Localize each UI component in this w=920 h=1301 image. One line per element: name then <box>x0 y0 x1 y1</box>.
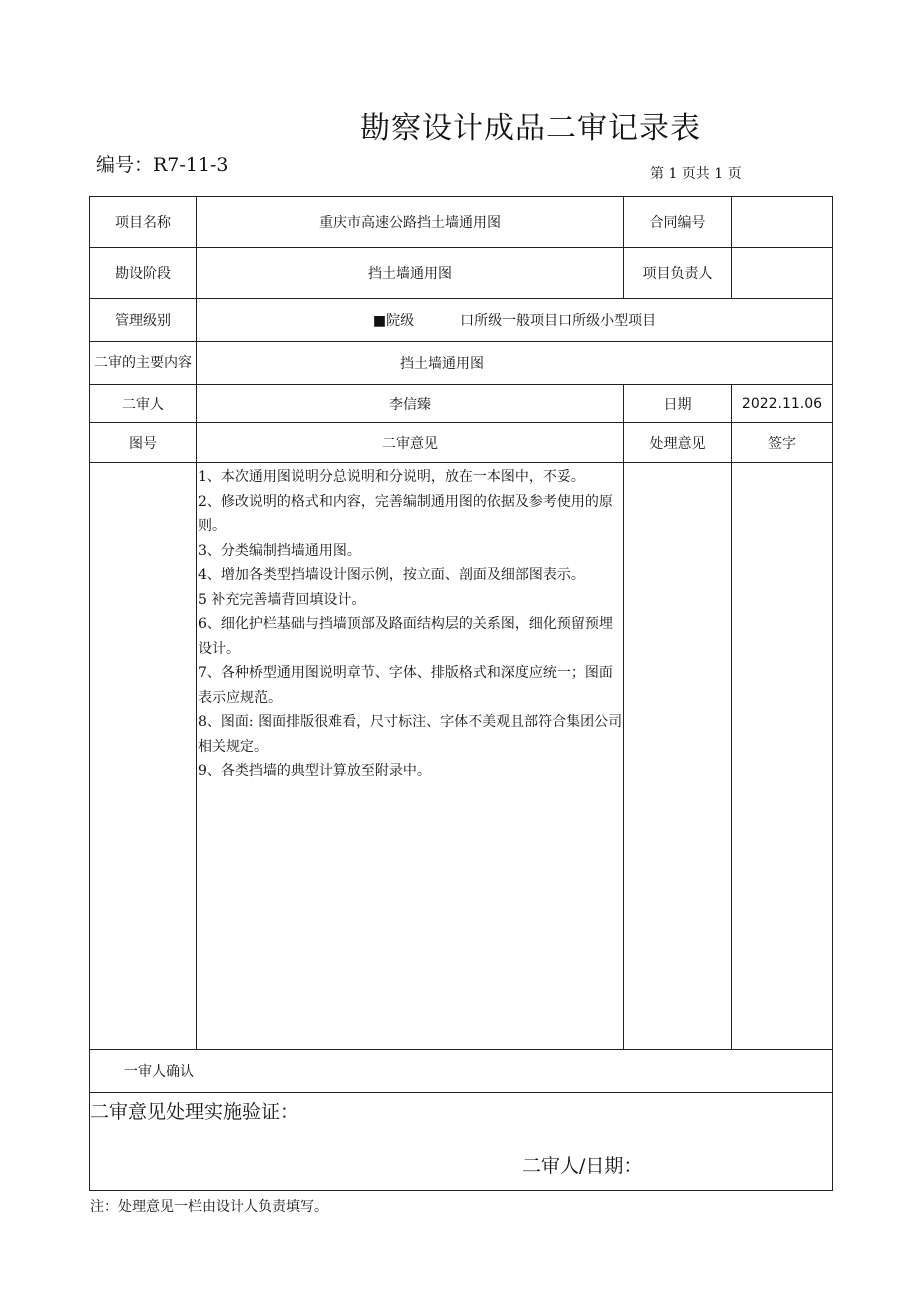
drawing-no-cell <box>90 463 197 1050</box>
opinion-item: 3、分类编制挡墙通用图。 <box>198 542 361 559</box>
contract-no-label: 合同编号 <box>624 197 732 248</box>
verification-label: 二审意见处理实施验证： <box>90 1101 300 1123</box>
contract-no-value <box>732 197 833 248</box>
opinion-item: 7、各种桥型通用图说明章节、字体、排版格式和深度应统一；图面表示应规范。 <box>198 665 613 706</box>
page-info: 第 1 页共 1 页 <box>650 166 742 182</box>
col-opinion: 二审意见 <box>197 423 624 463</box>
col-signature: 签字 <box>732 423 833 463</box>
project-leader-label: 项目负责人 <box>624 248 732 299</box>
mgmt-level-option-institute: ■院级 <box>372 313 415 329</box>
opinion-item: 1、本次通用图说明分总说明和分说明，放在一本图中，不妥。 <box>198 469 585 485</box>
row-project-name <box>90 197 833 248</box>
row-opinions <box>90 463 833 1050</box>
first-reviewer-confirm: 一审人确认 <box>124 1064 194 1080</box>
reviewer-label: 二审人 <box>90 385 197 423</box>
project-name-value: 重庆市高速公路挡土墙通用图 <box>197 197 624 248</box>
document-title: 勘察设计成品二审记录表 <box>360 111 701 146</box>
opinions-cell <box>197 463 624 1050</box>
row-column-headers <box>90 423 833 463</box>
main-content-value <box>197 342 833 385</box>
verification-signature: 二审人/日期： <box>522 1155 643 1177</box>
row-reviewer <box>90 385 833 423</box>
stage-value: 挡土墙通用图 <box>197 248 624 299</box>
mgmt-level-label: 管理级别 <box>90 299 197 342</box>
opinion-item: 9、各类挡墙的典型计算放至附录中。 <box>198 763 431 779</box>
row-verification <box>90 1093 833 1191</box>
verification-cell <box>90 1093 833 1191</box>
document-code: 编号：R7-11-3 <box>96 154 229 176</box>
opinion-item: 2、修改说明的格式和内容，完善编制通用图的依据及参考使用的原则。 <box>198 493 613 534</box>
row-first-reviewer <box>90 1050 833 1093</box>
mgmt-level-option-division: 口所级一般项目口所级小型项目 <box>460 313 657 329</box>
project-leader-value <box>732 248 833 299</box>
col-handling: 处理意见 <box>624 423 732 463</box>
first-reviewer-confirm-cell <box>90 1050 833 1093</box>
handling-cell <box>624 463 732 1050</box>
row-stage <box>90 248 833 299</box>
opinion-item: 4、增加各类型挡墙设计图示例，按立面、剖面及细部图表示。 <box>198 567 585 583</box>
main-content-label: 二审的主要内容 <box>90 342 197 385</box>
footnote: 注：处理意见一栏由设计人负责填写。 <box>90 1199 328 1215</box>
main-content-text: 挡土墙通用图 <box>400 356 484 372</box>
col-drawing-no: 图号 <box>90 423 197 463</box>
date-label: 日期 <box>624 385 732 423</box>
project-name-label: 项目名称 <box>90 197 197 248</box>
mgmt-level-options <box>197 299 833 342</box>
review-form-table <box>89 196 833 1191</box>
stage-label: 勘设阶段 <box>90 248 197 299</box>
date-value: 2022.11.06 <box>732 385 833 423</box>
row-mgmt-level <box>90 299 833 342</box>
signature-cell <box>732 463 833 1050</box>
row-main-content <box>90 342 833 385</box>
opinion-item: 5 补充完善墙背回填设计。 <box>198 591 366 608</box>
opinion-item: 6、细化护栏基础与挡墙顶部及路面结构层的关系图，细化预留预埋设计。 <box>198 616 613 657</box>
opinion-item: 8、图面: 图面排版很难看，尺寸标注、字体不美观且部符合集团公司相关规定。 <box>198 714 623 755</box>
reviewer-value: 李信臻 <box>197 385 624 423</box>
